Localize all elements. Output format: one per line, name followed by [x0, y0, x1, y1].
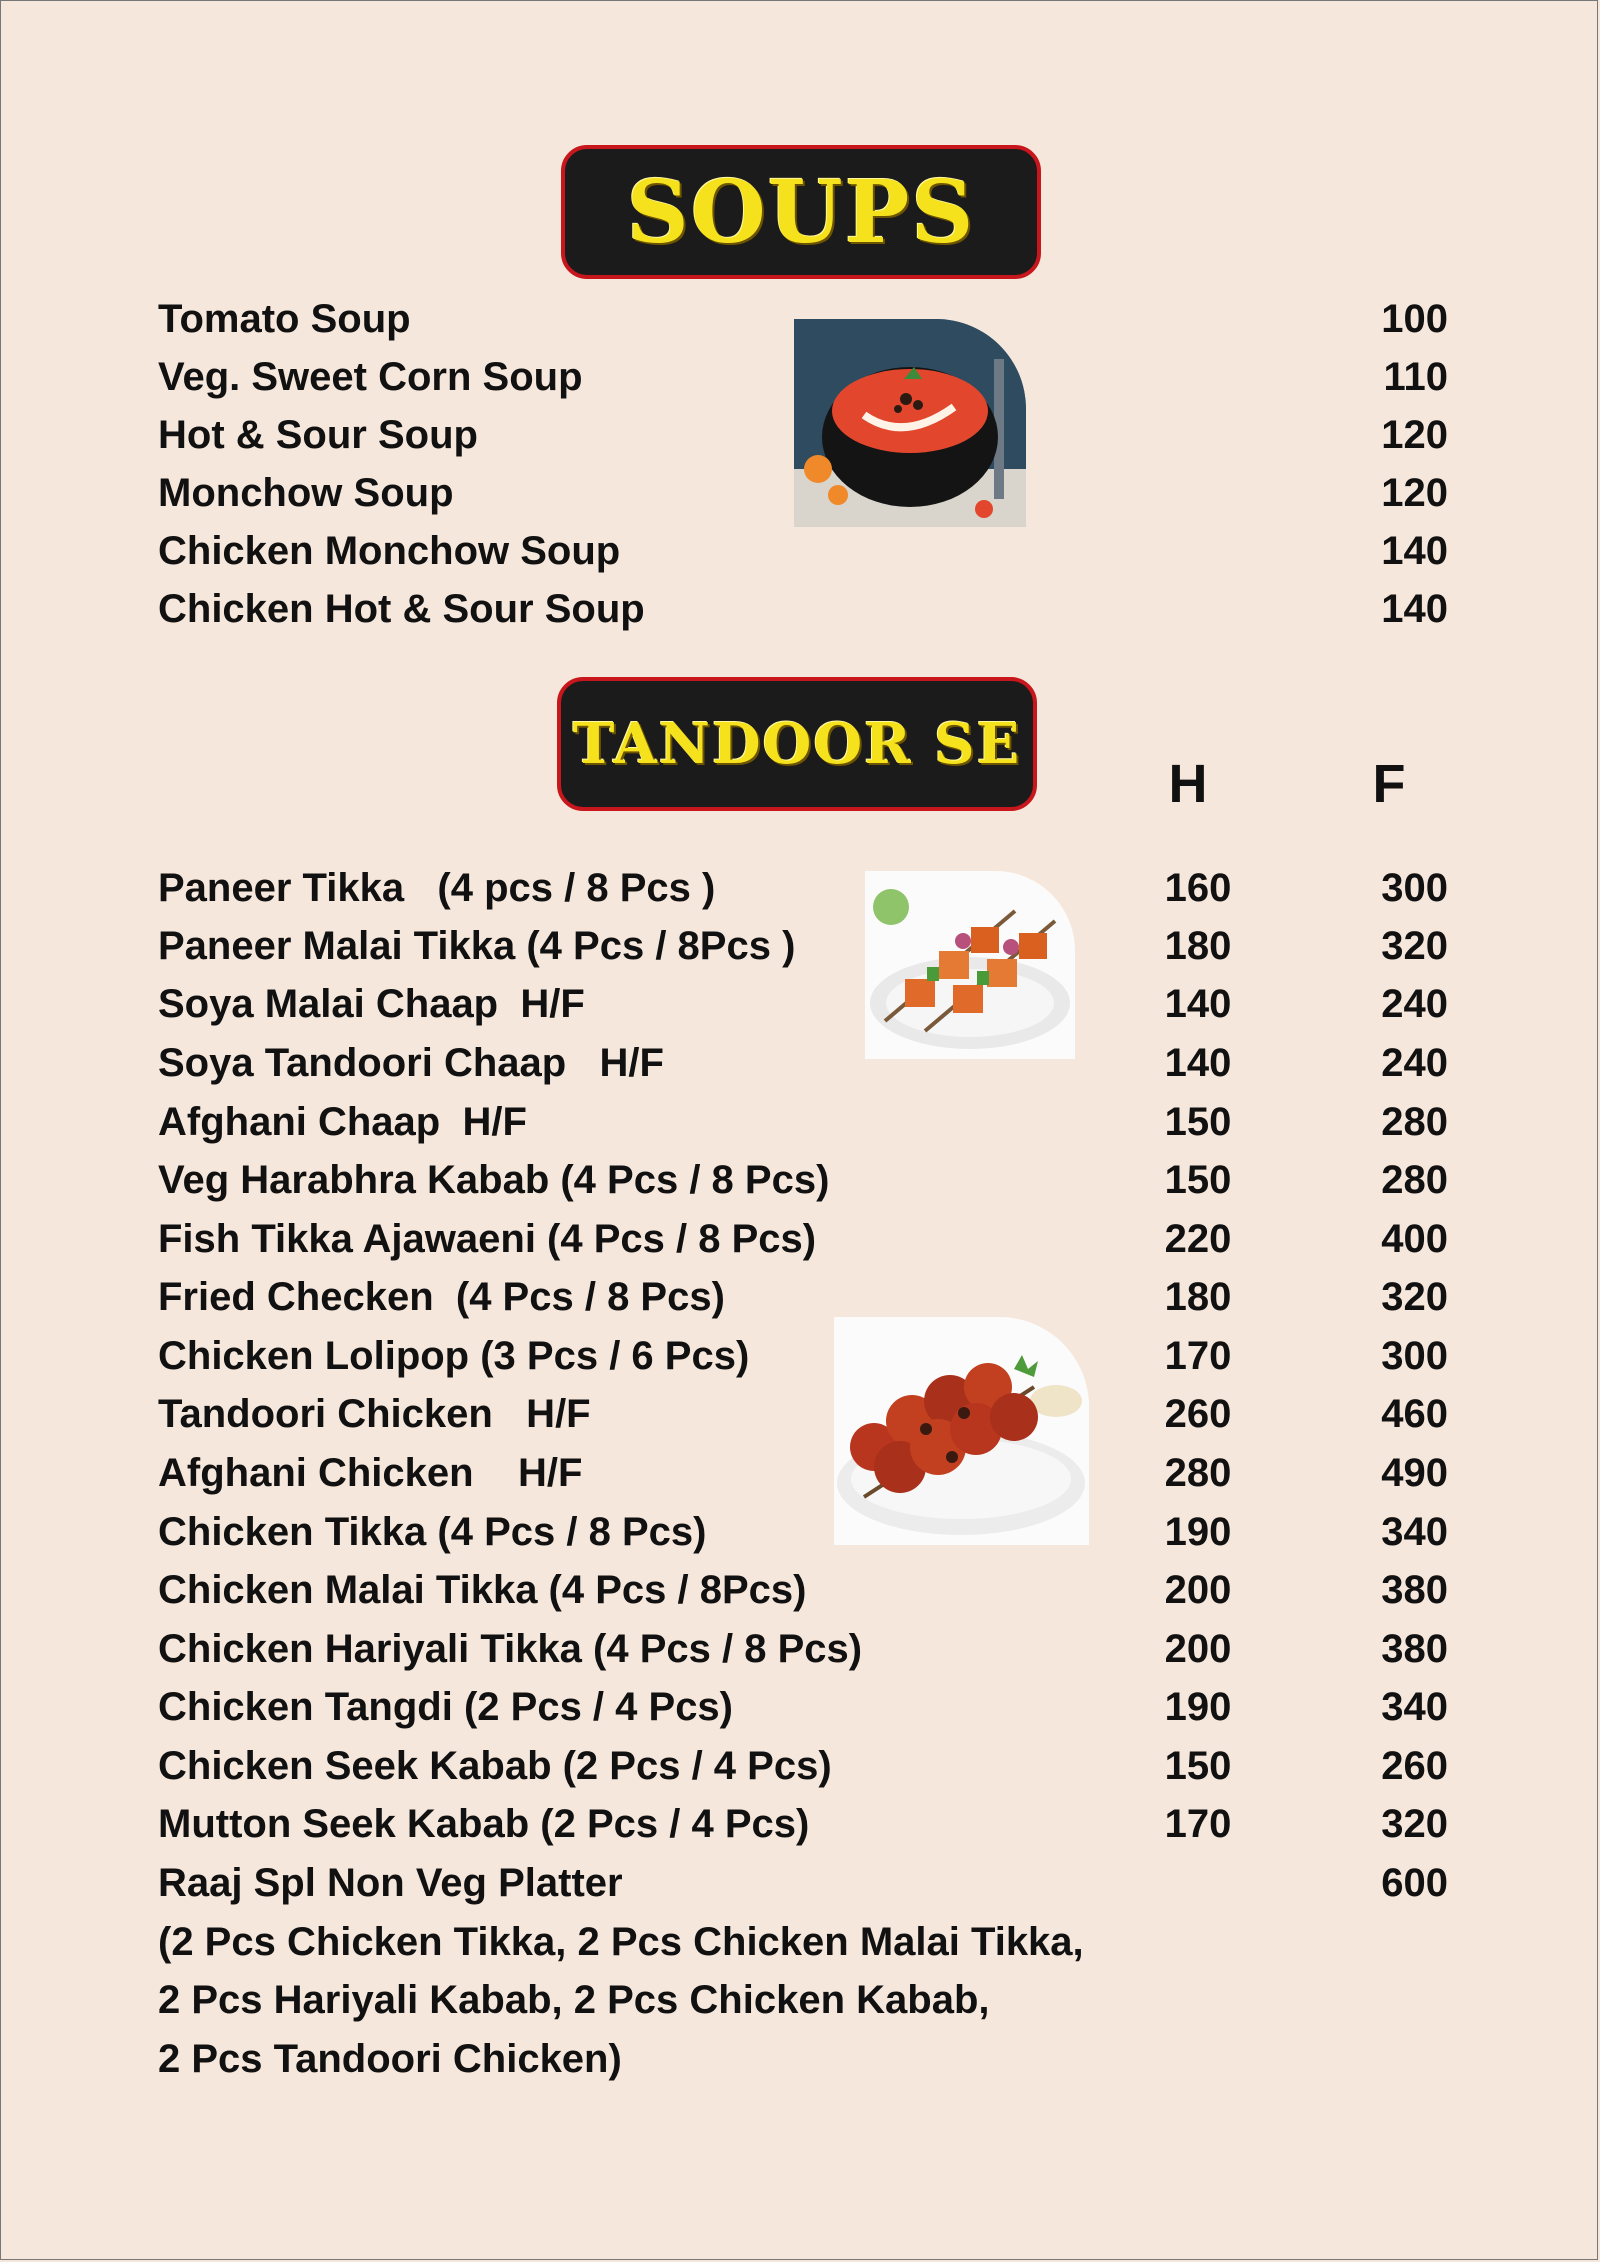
tandoor-item-half-price: 160 [1164, 866, 1232, 910]
tandoor-item-name: Soya Malai Chaap H/F [158, 982, 585, 1026]
tandoor-item [158, 1620, 1448, 1678]
tandoor-item-half-price: 170 [1164, 1334, 1232, 1378]
tandoor-item-full-price: 490 [1381, 1451, 1448, 1495]
tandoor-item-full-price: 320 [1381, 924, 1448, 968]
tandoor-item [158, 1737, 1448, 1795]
tandoor-item-half-price: 140 [1164, 1041, 1232, 1085]
tandoor-item [158, 975, 1448, 1033]
tandoor-item-half-price: 220 [1164, 1217, 1232, 1261]
tandoor-item [158, 1444, 1448, 1502]
tandoor-item-full-price: 600 [1381, 1861, 1448, 1905]
soup-item-price: 120 [1381, 413, 1448, 457]
tandoor-item-name: Chicken Tangdi (2 Pcs / 4 Pcs) [158, 1685, 733, 1729]
tandoor-item-name: Veg Harabhra Kabab (4 Pcs / 8 Pcs) [158, 1158, 830, 1202]
tandoor-item-name: Chicken Malai Tikka (4 Pcs / 8Pcs) [158, 1568, 807, 1612]
tandoor-item-half-price: 200 [1164, 1568, 1232, 1612]
tandoor-item-platter [158, 1854, 1448, 1912]
tandoor-item-name: Raaj Spl Non Veg Platter [158, 1861, 623, 1905]
tandoor-item-full-price: 340 [1381, 1510, 1448, 1554]
soup-item-name: Chicken Monchow Soup [158, 529, 621, 573]
tandoor-item-full-price: 300 [1381, 866, 1448, 910]
tandoor-se-title: TANDOOR SE [572, 711, 1022, 777]
paneer-tikka-skewer-icon [865, 871, 1075, 1059]
soup-bowl-icon [794, 319, 1026, 527]
tandoor-se-banner [557, 677, 1037, 811]
tandoor-item [158, 1503, 1448, 1561]
tandoor-item [158, 1561, 1448, 1619]
tandoor-item-full-price: 240 [1381, 1041, 1448, 1085]
tandoor-item-full-price: 460 [1381, 1392, 1448, 1436]
tandoor-item-name: Afghani Chicken H/F [158, 1451, 583, 1495]
tandoor-item-half-price: 180 [1164, 1275, 1232, 1319]
tandoor-item-name: Chicken Tikka (4 Pcs / 8 Pcs) [158, 1510, 707, 1554]
tandoor-item-full-price: 280 [1381, 1100, 1448, 1144]
tandoor-item-full-price: 240 [1381, 982, 1448, 1026]
tandoor-item-half-price: 280 [1164, 1451, 1232, 1495]
tandoor-item-name: Tandoori Chicken H/F [158, 1392, 591, 1436]
soup-item-price: 110 [1383, 355, 1448, 399]
tandoor-item-full-price: 300 [1381, 1334, 1448, 1378]
soup-item-name: Veg. Sweet Corn Soup [158, 355, 583, 399]
soup-item [158, 522, 1448, 580]
tandoor-item-name: Fish Tikka Ajawaeni (4 Pcs / 8 Pcs) [158, 1217, 817, 1261]
tandoor-item-name: Chicken Hariyali Tikka (4 Pcs / 8 Pcs) [158, 1627, 863, 1671]
soup-item-name: Hot & Sour Soup [158, 413, 478, 457]
tandoor-item-half-price: 180 [1164, 924, 1232, 968]
soup-item-price: 120 [1381, 471, 1448, 515]
tandoor-item-name: Afghani Chaap H/F [158, 1100, 527, 1144]
tandoor-item-name: Soya Tandoori Chaap H/F [158, 1041, 664, 1085]
tandoor-item [158, 1385, 1448, 1443]
soup-item-price: 100 [1381, 297, 1448, 341]
tandoor-item [158, 1268, 1448, 1326]
tandoor-item-name: Chicken Lolipop (3 Pcs / 6 Pcs) [158, 1334, 750, 1378]
tandoor-item [158, 1093, 1448, 1151]
tandoor-item [158, 1034, 1448, 1092]
tandoori-chicken-plate-icon [834, 1317, 1089, 1545]
soup-item [158, 580, 1448, 638]
full-column-header: F [1372, 754, 1406, 814]
tandoor-item-full-price: 260 [1381, 1744, 1448, 1788]
soup-item-name: Tomato Soup [158, 297, 411, 341]
tandoor-item-half-price: 140 [1164, 982, 1232, 1026]
tandoor-item-name: Paneer Malai Tikka (4 Pcs / 8Pcs ) [158, 924, 796, 968]
tandoor-item-full-price: 320 [1381, 1802, 1448, 1846]
half-column-header: H [1168, 754, 1208, 814]
tandoor-item [158, 1151, 1448, 1209]
tandoor-item-half-price: 150 [1164, 1100, 1232, 1144]
platter-description-line: (2 Pcs Chicken Tikka, 2 Pcs Chicken Malai Tikka, [158, 1920, 1084, 1964]
tandoor-item [158, 1210, 1448, 1268]
tandoor-item-full-price: 340 [1381, 1685, 1448, 1729]
tandoor-item-full-price: 320 [1381, 1275, 1448, 1319]
tandoor-item [158, 1795, 1448, 1853]
soups-title: SOUPS [626, 161, 976, 263]
tandoor-item-full-price: 280 [1381, 1158, 1448, 1202]
soups-banner [561, 145, 1041, 279]
tandoor-item-full-price: 400 [1381, 1217, 1448, 1261]
tandoor-item [158, 917, 1448, 975]
tandoor-item-half-price: 190 [1164, 1685, 1232, 1729]
soup-item-name: Chicken Hot & Sour Soup [158, 587, 645, 631]
tandoor-item-half-price: 150 [1164, 1744, 1232, 1788]
tandoor-item-full-price: 380 [1381, 1627, 1448, 1671]
soup-item-name: Monchow Soup [158, 471, 454, 515]
tandoor-item-half-price: 170 [1164, 1802, 1232, 1846]
tandoor-item [158, 1327, 1448, 1385]
tandoor-item-name: Chicken Seek Kabab (2 Pcs / 4 Pcs) [158, 1744, 832, 1788]
platter-description-line: 2 Pcs Tandoori Chicken) [158, 2037, 622, 2081]
tandoor-item-half-price: 150 [1164, 1158, 1232, 1202]
tandoor-item-name: Fried Checken (4 Pcs / 8 Pcs) [158, 1275, 725, 1319]
tandoor-item-name: Paneer Tikka (4 pcs / 8 Pcs ) [158, 866, 716, 910]
tandoor-item [158, 1678, 1448, 1736]
tandoor-item-full-price: 380 [1381, 1568, 1448, 1612]
tandoor-item-half-price: 200 [1164, 1627, 1232, 1671]
tandoor-item-half-price: 190 [1164, 1510, 1232, 1554]
soup-item-price: 140 [1381, 587, 1448, 631]
tandoor-item-name: Mutton Seek Kabab (2 Pcs / 4 Pcs) [158, 1802, 810, 1846]
platter-description-line: 2 Pcs Hariyali Kabab, 2 Pcs Chicken Kabab, [158, 1978, 990, 2022]
tandoor-item [158, 859, 1448, 917]
tandoor-item-half-price: 260 [1164, 1392, 1232, 1436]
soup-item-price: 140 [1381, 529, 1448, 573]
